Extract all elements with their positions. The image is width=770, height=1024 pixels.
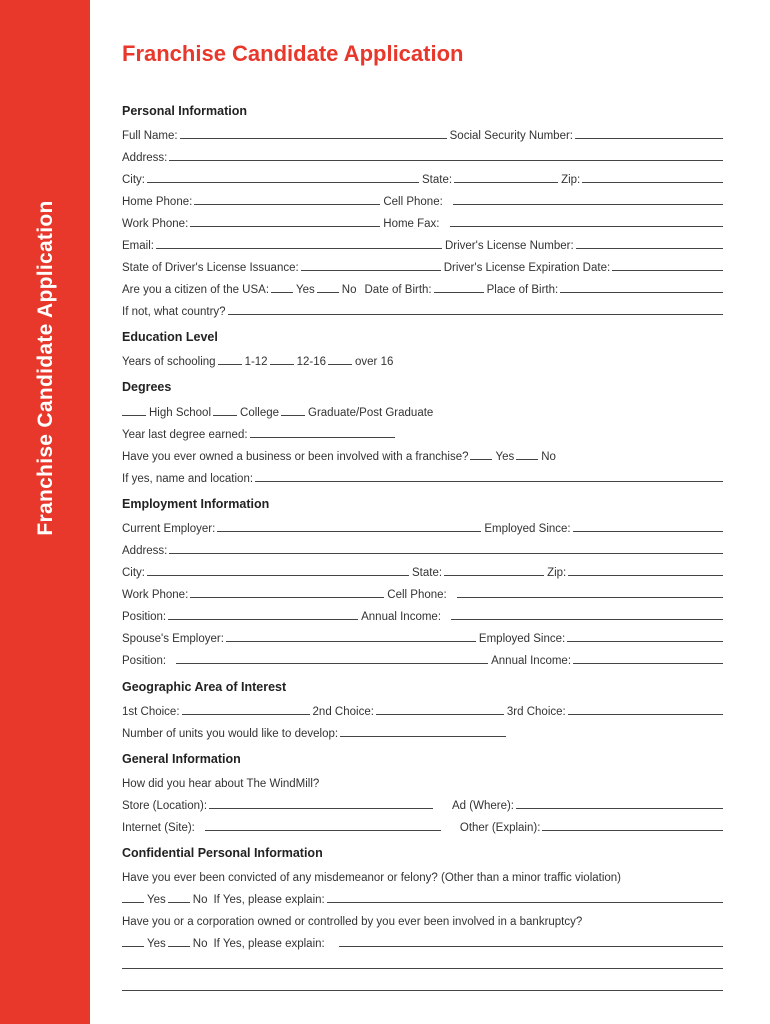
bankruptcy-yes-field[interactable]	[122, 946, 144, 947]
pob-label: Place of Birth:	[486, 284, 559, 296]
bankruptcy-question-label: Have you or a corporation owned or controlled by you ever been involved in a bankruptcy?	[122, 916, 583, 928]
convicted-yes-label: Yes	[147, 894, 166, 906]
home-phone-field[interactable]	[194, 204, 380, 205]
convicted-no-label: No	[192, 894, 208, 906]
ad-where-label: Ad (Where):	[452, 800, 515, 812]
employer-zip-field[interactable]	[568, 575, 723, 576]
row-owned-business	[122, 445, 726, 463]
row-units	[122, 722, 726, 740]
convicted-explain-field[interactable]	[327, 902, 723, 903]
convicted-question-label: Have you ever been convicted of any misdemeanor or felony? (Other than a minor traffic violation)	[122, 872, 622, 884]
spouse-annual-income-field[interactable]	[573, 663, 723, 664]
row-hear-about	[122, 772, 726, 790]
employer-state-field[interactable]	[444, 575, 544, 576]
spouse-employer-field[interactable]	[226, 641, 476, 642]
annual-income-field[interactable]	[451, 619, 723, 620]
bankruptcy-explain-label: If Yes, please explain:	[213, 938, 325, 950]
internet-site-label: Internet (Site):	[122, 822, 195, 834]
license-number-field[interactable]	[576, 248, 723, 249]
owned-business-no-field[interactable]	[516, 459, 538, 460]
schooling-12-16-label: 12-16	[296, 356, 327, 368]
state-label: State:	[422, 174, 453, 186]
third-choice-field[interactable]	[568, 714, 723, 715]
section-general-information: General Information	[122, 752, 241, 766]
row-spouse-position-income	[122, 649, 726, 667]
schooling-over-16-field[interactable]	[328, 364, 352, 365]
cell-phone-label: Cell Phone:	[383, 196, 443, 208]
row-employer-address	[122, 539, 726, 557]
business-location-label: If yes, name and location:	[122, 473, 254, 485]
schooling-1-12-field[interactable]	[218, 364, 242, 365]
section-geographic-area: Geographic Area of Interest	[122, 680, 287, 694]
citizen-yes-label: Yes	[296, 284, 315, 296]
row-degree-types	[122, 401, 726, 419]
state-field[interactable]	[454, 182, 558, 183]
row-home-cell-phone	[122, 190, 726, 208]
row-convicted-question	[122, 866, 726, 884]
country-field[interactable]	[228, 314, 723, 315]
ssn-field[interactable]	[575, 138, 723, 139]
work-phone-field[interactable]	[190, 226, 380, 227]
schooling-over-16-label: over 16	[355, 356, 394, 368]
license-number-label: Driver's License Number:	[444, 240, 574, 252]
row-year-last-degree	[122, 423, 726, 441]
convicted-explain-label: If Yes, please explain:	[213, 894, 325, 906]
units-field[interactable]	[340, 736, 506, 737]
row-full-name	[122, 124, 726, 142]
row-country	[122, 300, 726, 318]
row-bankruptcy-answer	[122, 932, 726, 950]
license-state-label: State of Driver's License Issuance:	[122, 262, 299, 274]
citizen-label: Are you a citizen of the USA:	[122, 284, 270, 296]
row-employer-phones	[122, 583, 726, 601]
bankruptcy-yes-label: Yes	[147, 938, 166, 950]
employer-address-field[interactable]	[169, 553, 723, 554]
email-label: Email:	[122, 240, 154, 252]
schooling-12-16-field[interactable]	[270, 364, 294, 365]
full-name-field[interactable]	[180, 138, 447, 139]
hear-about-label: How did you hear about The WindMill?	[122, 778, 320, 790]
row-years-schooling	[122, 350, 726, 368]
high-school-label: High School	[149, 407, 212, 419]
work-phone-label: Work Phone:	[122, 218, 189, 230]
high-school-field[interactable]	[122, 415, 146, 416]
citizen-no-field[interactable]	[317, 292, 339, 293]
spouse-position-label: Position:	[122, 655, 167, 667]
year-last-degree-label: Year last degree earned:	[122, 429, 248, 441]
home-fax-label: Home Fax:	[383, 218, 440, 230]
first-choice-field[interactable]	[182, 714, 310, 715]
section-employment-information: Employment Information	[122, 497, 270, 511]
employer-work-phone-label: Work Phone:	[122, 589, 189, 601]
city-label: City:	[122, 174, 145, 186]
owned-business-yes-label: Yes	[495, 451, 515, 463]
full-name-label: Full Name:	[122, 130, 178, 142]
section-personal-information: Personal Information	[122, 104, 248, 118]
year-last-degree-field[interactable]	[250, 437, 395, 438]
spouse-employed-since-label: Employed Since:	[478, 633, 566, 645]
employer-city-label: City:	[122, 567, 145, 579]
citizen-yes-field[interactable]	[271, 292, 293, 293]
employer-city-field[interactable]	[147, 575, 409, 576]
email-field[interactable]	[156, 248, 442, 249]
ad-where-field[interactable]	[516, 808, 723, 809]
license-expiration-field[interactable]	[612, 270, 723, 271]
employer-address-label: Address:	[122, 545, 168, 557]
bankruptcy-explain-field[interactable]	[339, 946, 723, 947]
extra-explain-field-2[interactable]	[122, 990, 723, 991]
row-business-location	[122, 467, 726, 485]
extra-explain-field-1[interactable]	[122, 968, 723, 969]
dob-label: Date of Birth:	[364, 284, 432, 296]
citizen-no-label: No	[341, 284, 357, 296]
first-choice-label: 1st Choice:	[122, 706, 180, 718]
section-confidential-information: Confidential Personal Information	[122, 846, 323, 860]
home-phone-label: Home Phone:	[122, 196, 193, 208]
home-fax-field[interactable]	[450, 226, 723, 227]
zip-label: Zip:	[561, 174, 581, 186]
dob-field[interactable]	[434, 292, 484, 293]
graduate-field[interactable]	[281, 415, 305, 416]
sidebar-vertical-title: Franchise Candidate Application	[34, 200, 57, 536]
pob-field[interactable]	[560, 292, 723, 293]
ssn-label: Social Security Number:	[449, 130, 573, 142]
college-label: College	[240, 407, 280, 419]
store-location-label: Store (Location):	[122, 800, 208, 812]
business-location-field[interactable]	[255, 481, 723, 482]
other-explain-field[interactable]	[542, 830, 723, 831]
employer-work-phone-field[interactable]	[190, 597, 384, 598]
city-field[interactable]	[147, 182, 419, 183]
row-bankruptcy-question	[122, 910, 726, 928]
employed-since-label: Employed Since:	[484, 523, 571, 535]
section-degrees: Degrees	[122, 380, 172, 394]
address-field[interactable]	[169, 160, 723, 161]
store-location-field[interactable]	[209, 808, 433, 809]
spouse-annual-income-label: Annual Income:	[491, 655, 572, 667]
employed-since-field[interactable]	[573, 531, 723, 532]
row-internet-other	[122, 816, 726, 834]
units-label: Number of units you would like to develop:	[122, 728, 339, 740]
internet-site-field[interactable]	[205, 830, 441, 831]
bankruptcy-no-field[interactable]	[168, 946, 190, 947]
cell-phone-field[interactable]	[453, 204, 723, 205]
bankruptcy-no-label: No	[192, 938, 208, 950]
current-employer-label: Current Employer:	[122, 523, 216, 535]
spouse-employed-since-field[interactable]	[567, 641, 723, 642]
spouse-employer-label: Spouse's Employer:	[122, 633, 224, 645]
zip-field[interactable]	[582, 182, 723, 183]
row-position-income	[122, 605, 726, 623]
owned-business-yes-field[interactable]	[470, 459, 492, 460]
years-schooling-label: Years of schooling	[122, 356, 216, 368]
row-address	[122, 146, 726, 164]
row-extra-line-2	[122, 976, 726, 994]
row-current-employer	[122, 517, 726, 535]
employer-state-label: State:	[412, 567, 443, 579]
country-label: If not, what country?	[122, 306, 226, 318]
address-label: Address:	[122, 152, 168, 164]
owned-business-label: Have you ever owned a business or been involved with a franchise?	[122, 451, 469, 463]
row-work-phone-fax	[122, 212, 726, 230]
row-city-state-zip	[122, 168, 726, 186]
section-education-level: Education Level	[122, 330, 218, 344]
row-email-license	[122, 234, 726, 252]
annual-income-label: Annual Income:	[361, 611, 442, 623]
employer-zip-label: Zip:	[547, 567, 567, 579]
sidebar	[0, 0, 90, 1024]
schooling-1-12-label: 1-12	[244, 356, 268, 368]
row-spouse-employer	[122, 627, 726, 645]
license-state-field[interactable]	[301, 270, 441, 271]
second-choice-label: 2nd Choice:	[312, 706, 374, 718]
row-citizen-birth	[122, 278, 726, 296]
row-license-state-expiration	[122, 256, 726, 274]
graduate-label: Graduate/Post Graduate	[308, 407, 434, 419]
convicted-no-field[interactable]	[168, 902, 190, 903]
row-extra-line-1	[122, 954, 726, 972]
row-store-ad	[122, 794, 726, 812]
license-expiration-label: Driver's License Expiration Date:	[443, 262, 611, 274]
current-employer-field[interactable]	[217, 531, 481, 532]
other-explain-label: Other (Explain):	[459, 822, 541, 834]
employer-cell-phone-field[interactable]	[457, 597, 723, 598]
college-field[interactable]	[213, 415, 237, 416]
row-convicted-answer	[122, 888, 726, 906]
row-choices	[122, 700, 726, 718]
page-title: Franchise Candidate Application	[122, 41, 464, 66]
owned-business-no-label: No	[541, 451, 556, 463]
third-choice-label: 3rd Choice:	[506, 706, 566, 718]
convicted-yes-field[interactable]	[122, 902, 144, 903]
row-employer-city-state-zip	[122, 561, 726, 579]
second-choice-field[interactable]	[376, 714, 504, 715]
position-field[interactable]	[168, 619, 358, 620]
spouse-position-field[interactable]	[176, 663, 488, 664]
employer-cell-phone-label: Cell Phone:	[387, 589, 447, 601]
position-label: Position:	[122, 611, 167, 623]
